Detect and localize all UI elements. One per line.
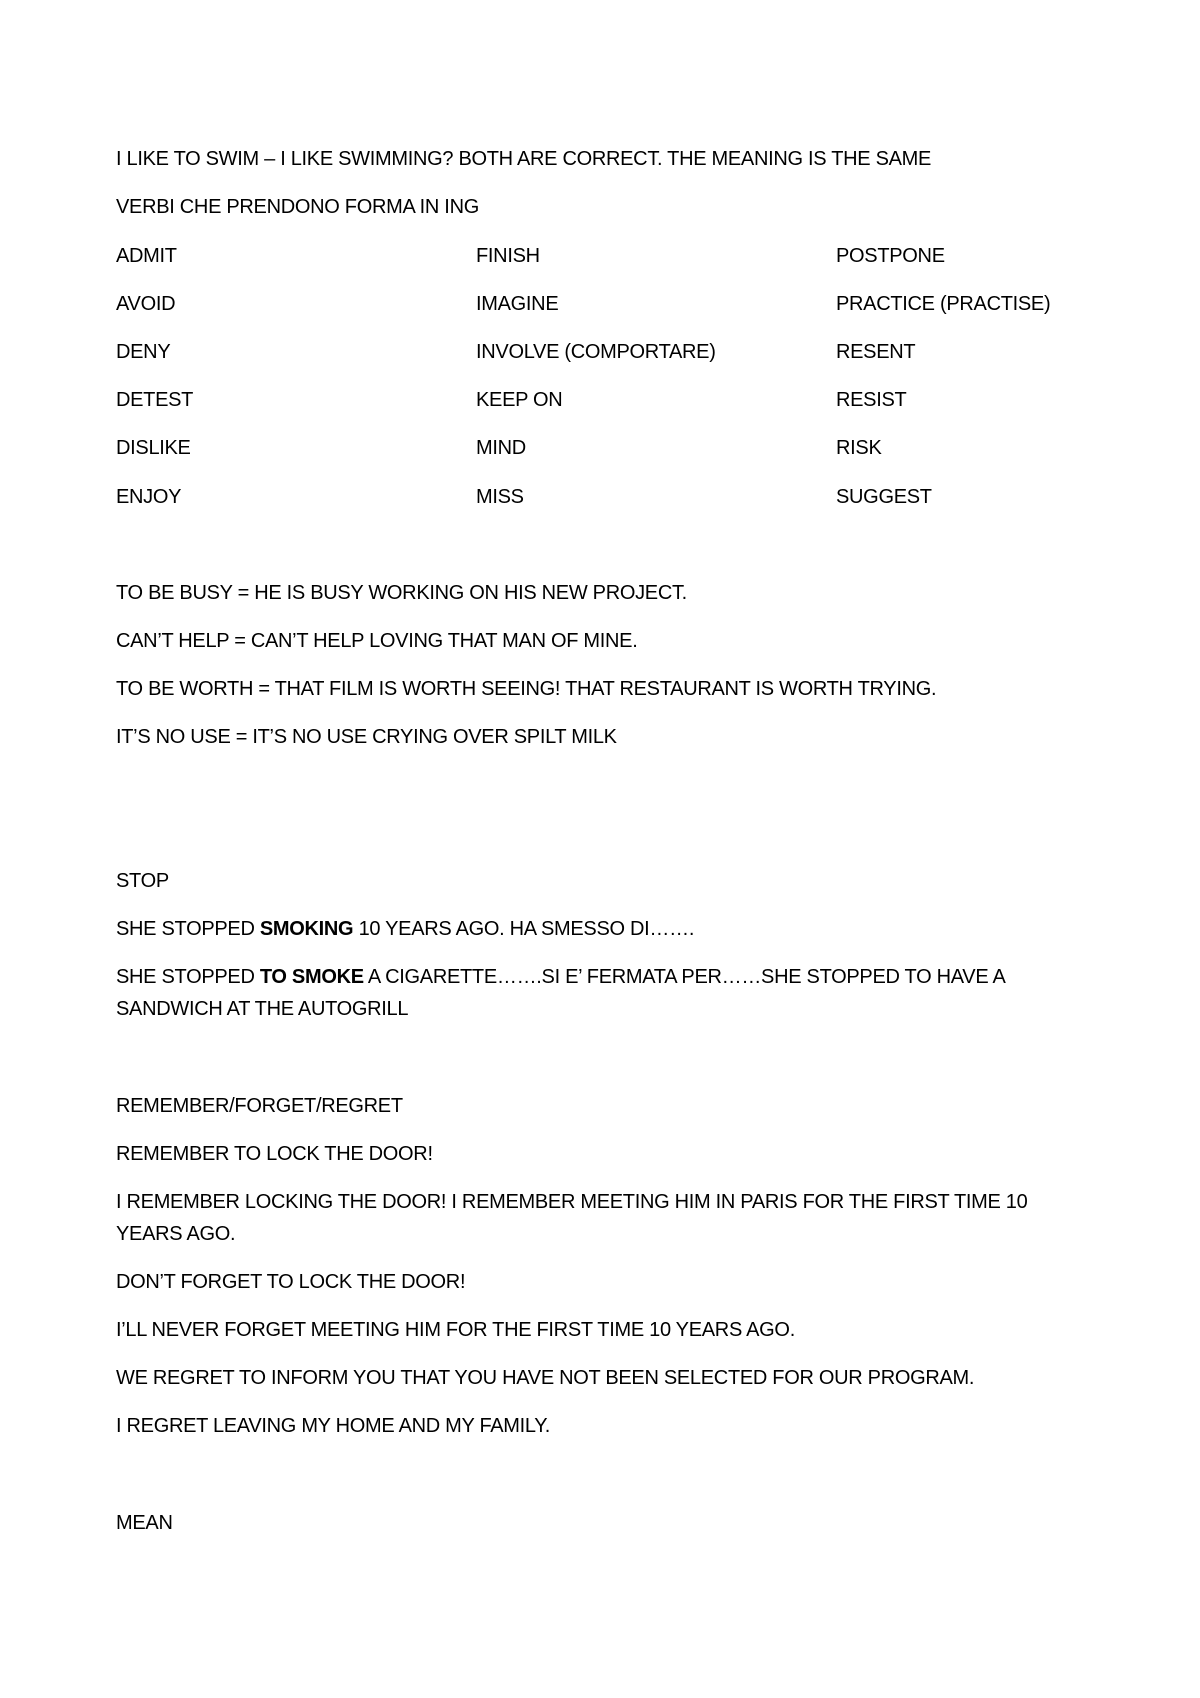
verb-cell: IMAGINE [476, 293, 559, 315]
verb-cell: RESENT [836, 341, 916, 363]
expression-cant-help: CAN’T HELP = CAN’T HELP LOVING THAT MAN OF MINE. [116, 630, 638, 652]
verb-cell: AVOID [116, 293, 176, 315]
remember-line: REMEMBER TO LOCK THE DOOR! [116, 1143, 433, 1165]
verb-cell: DISLIKE [116, 437, 191, 459]
verb-cell: POSTPONE [836, 245, 945, 267]
intro-line-2: VERBI CHE PRENDONO FORMA IN ING [116, 196, 479, 218]
remember-line: I REMEMBER LOCKING THE DOOR! I REMEMBER MEETING HIM IN PARIS FOR THE FIRST TIME 10 YEARS AGO. [116, 1191, 1028, 1245]
expression-busy: TO BE BUSY = HE IS BUSY WORKING ON HIS NEW PROJECT. [116, 582, 687, 604]
stop-example-2-bold: TO SMOKE [259, 966, 364, 988]
verb-cell: ADMIT [116, 245, 177, 267]
remember-heading: REMEMBER/FORGET/REGRET [116, 1095, 403, 1117]
verb-cell: DENY [116, 341, 171, 363]
verb-cell: MISS [476, 486, 524, 508]
expression-worth: TO BE WORTH = THAT FILM IS WORTH SEEING! THAT RESTAURANT IS WORTH TRYING. [116, 678, 937, 700]
verb-cell: ENJOY [116, 486, 182, 508]
remember-line: DON’T FORGET TO LOCK THE DOOR! [116, 1271, 466, 1293]
remember-line: I REGRET LEAVING MY HOME AND MY FAMILY. [116, 1415, 550, 1437]
stop-example-1-pre: SHE STOPPED [116, 918, 260, 940]
remember-line: WE REGRET TO INFORM YOU THAT YOU HAVE NOT BEEN SELECTED FOR OUR PROGRAM. [116, 1367, 975, 1389]
stop-example-1-post: 10 YEARS AGO. HA SMESSO DI……. [353, 918, 695, 940]
stop-example-1-bold: SMOKING [259, 918, 354, 940]
verb-cell: INVOLVE (COMPORTARE) [476, 341, 716, 363]
stop-example-2-pre: SHE STOPPED [116, 966, 260, 988]
verb-cell: MIND [476, 437, 526, 459]
remember-line: I’LL NEVER FORGET MEETING HIM FOR THE FIRST TIME 10 YEARS AGO. [116, 1319, 795, 1341]
stop-heading: STOP [116, 870, 169, 892]
verb-cell: RISK [836, 437, 882, 459]
stop-example-2 [116, 961, 1090, 1025]
expression-no-use: IT’S NO USE = IT’S NO USE CRYING OVER SPILT MILK [116, 726, 617, 748]
mean-heading: MEAN [116, 1512, 173, 1534]
verb-cell: PRACTICE (PRACTISE) [836, 293, 1051, 315]
verb-cell: KEEP ON [476, 389, 563, 411]
verb-cell: FINISH [476, 245, 540, 267]
verb-cell: RESIST [836, 389, 907, 411]
stop-example-1 [116, 913, 1090, 945]
verb-cell: DETEST [116, 389, 194, 411]
intro-line-1: I LIKE TO SWIM – I LIKE SWIMMING? BOTH ARE CORRECT. THE MEANING IS THE SAME [116, 148, 932, 170]
verb-cell: SUGGEST [836, 486, 932, 508]
stop-example-2-post: A CIGARETTE…….SI E’ FERMATA PER……SHE STOPPED TO HAVE A SANDWICH AT THE AUTOGRILL [116, 966, 1005, 1020]
